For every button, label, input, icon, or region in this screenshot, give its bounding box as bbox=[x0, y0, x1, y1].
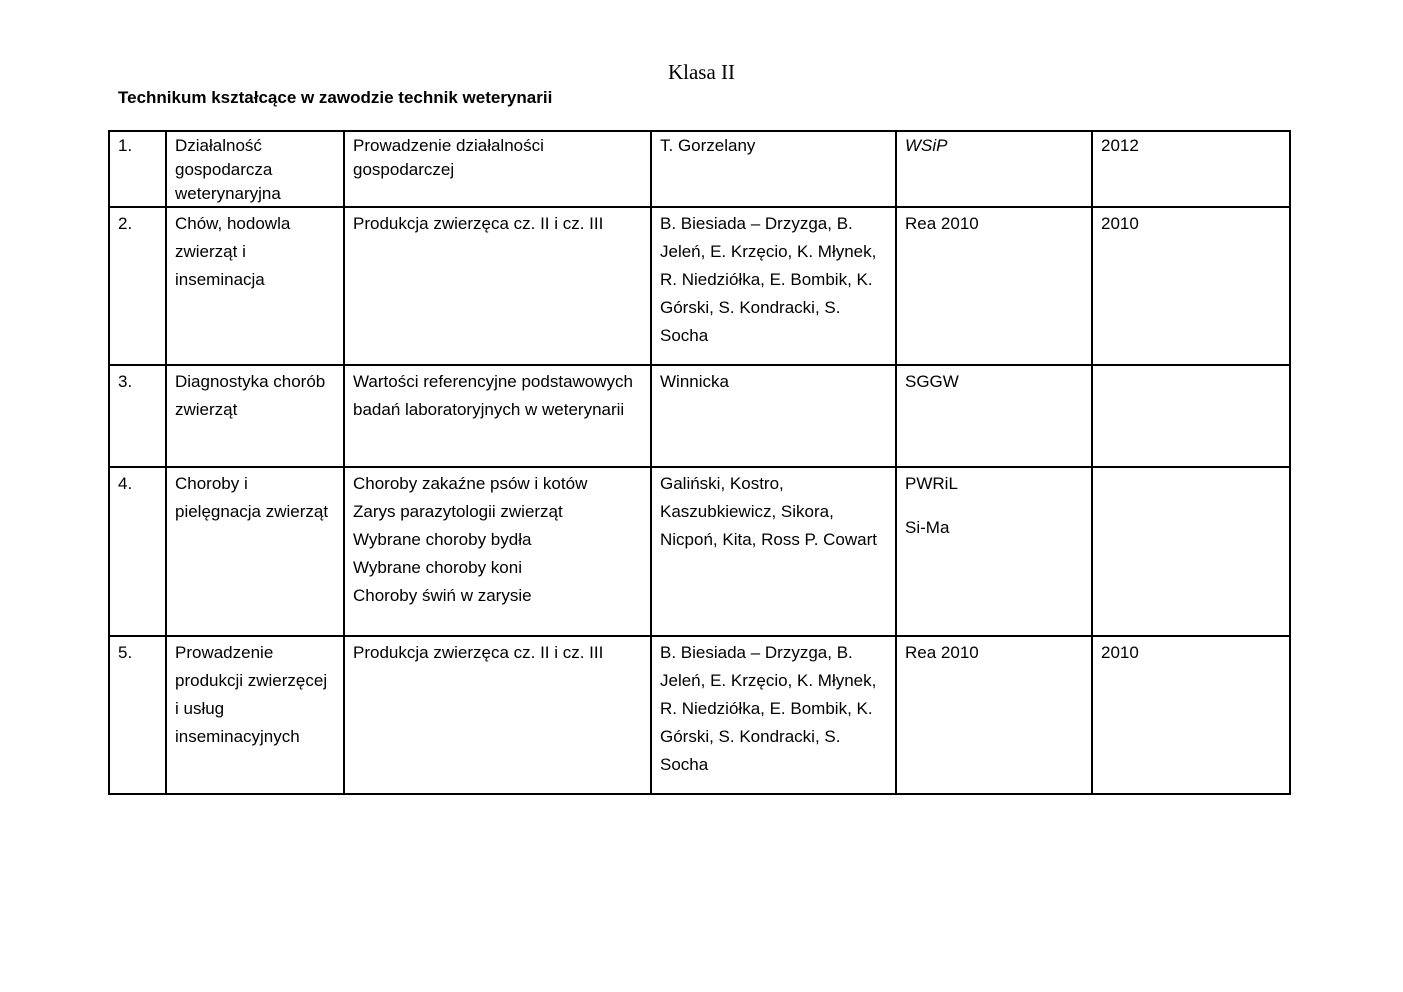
row-number: 4. bbox=[109, 467, 166, 636]
year-cell: 2010 bbox=[1092, 636, 1290, 794]
page-title: Klasa II bbox=[667, 60, 736, 84]
year-cell bbox=[1092, 467, 1290, 636]
subject-cell: Chów, hodowla zwierząt i inseminacja bbox=[166, 207, 344, 365]
authors-cell: B. Biesiada – Drzyzga, B. Jeleń, E. Krzęcio, K. Młynek, R. Niedziółka, E. Bombik, K. Górski, S. Kondracki, S. Socha bbox=[651, 636, 896, 794]
row-number: 5. bbox=[109, 636, 166, 794]
book-title: Prowadzenie działalności gospodarczej bbox=[353, 136, 544, 179]
subject-cell: Prowadzenie produkcji zwierzęcej i usług inseminacyjnych bbox=[166, 636, 344, 794]
authors-cell: B. Biesiada – Drzyzga, B. Jeleń, E. Krzęcio, K. Młynek, R. Niedziółka, E. Bombik, K. Górski, S. Kondracki, S. Socha bbox=[651, 207, 896, 365]
table-row bbox=[109, 365, 1290, 467]
table-row bbox=[109, 467, 1290, 636]
year-cell: 2010 bbox=[1092, 207, 1290, 365]
table-row bbox=[109, 636, 1290, 794]
year-cell bbox=[1092, 365, 1290, 467]
publisher-cell bbox=[896, 636, 1092, 794]
publisher-cell bbox=[896, 365, 1092, 467]
book-title: Wybrane choroby bydła bbox=[353, 530, 532, 549]
authors-cell: Galiński, Kostro, Kaszubkiewicz, Sikora, Nicpoń, Kita, Ross P. Cowart bbox=[651, 467, 896, 636]
row-number: 2. bbox=[109, 207, 166, 365]
publisher-name: SGGW bbox=[905, 372, 959, 391]
row-number: 1. bbox=[109, 131, 166, 207]
book-title: Choroby świń w zarysie bbox=[353, 586, 532, 605]
authors-cell: T. Gorzelany bbox=[651, 131, 896, 207]
book-title: Wartości referencyjne podstawowych badań laboratoryjnych w weterynarii bbox=[353, 372, 633, 419]
table-row bbox=[109, 207, 1290, 365]
year-cell: 2012 bbox=[1092, 131, 1290, 207]
table-row bbox=[109, 131, 1290, 207]
publisher-cell bbox=[896, 467, 1092, 636]
book-title: Produkcja zwierzęca cz. II i cz. III bbox=[353, 643, 604, 662]
subject-cell: Działalność gospodarcza weterynaryjna bbox=[166, 131, 344, 207]
row-number: 3. bbox=[109, 365, 166, 467]
book-title: Produkcja zwierzęca cz. II i cz. III bbox=[353, 214, 604, 233]
authors-cell: Winnicka bbox=[651, 365, 896, 467]
book-title: Zarys parazytologii zwierząt bbox=[353, 502, 563, 521]
title-cell bbox=[344, 207, 651, 365]
page-subtitle: Technikum kształcące w zawodzie technik weterynarii bbox=[118, 88, 553, 107]
title-cell bbox=[344, 636, 651, 794]
publisher-name: Rea 2010 bbox=[905, 214, 979, 233]
publisher-name: Si-Ma bbox=[905, 518, 950, 537]
title-cell bbox=[344, 467, 651, 636]
book-title: Choroby zakaźne psów i kotów bbox=[353, 474, 588, 493]
textbook-table bbox=[108, 130, 1291, 795]
publisher-cell bbox=[896, 131, 1092, 207]
subject-cell: Choroby i pielęgnacja zwierząt bbox=[166, 467, 344, 636]
publisher-cell bbox=[896, 207, 1092, 365]
publisher-name: WSiP bbox=[905, 136, 948, 155]
title-cell bbox=[344, 131, 651, 207]
book-title: Wybrane choroby koni bbox=[353, 558, 522, 577]
publisher-name: Rea 2010 bbox=[905, 643, 979, 662]
subject-cell: Diagnostyka chorób zwierząt bbox=[166, 365, 344, 467]
title-cell bbox=[344, 365, 651, 467]
publisher-name: PWRiL bbox=[905, 474, 958, 493]
